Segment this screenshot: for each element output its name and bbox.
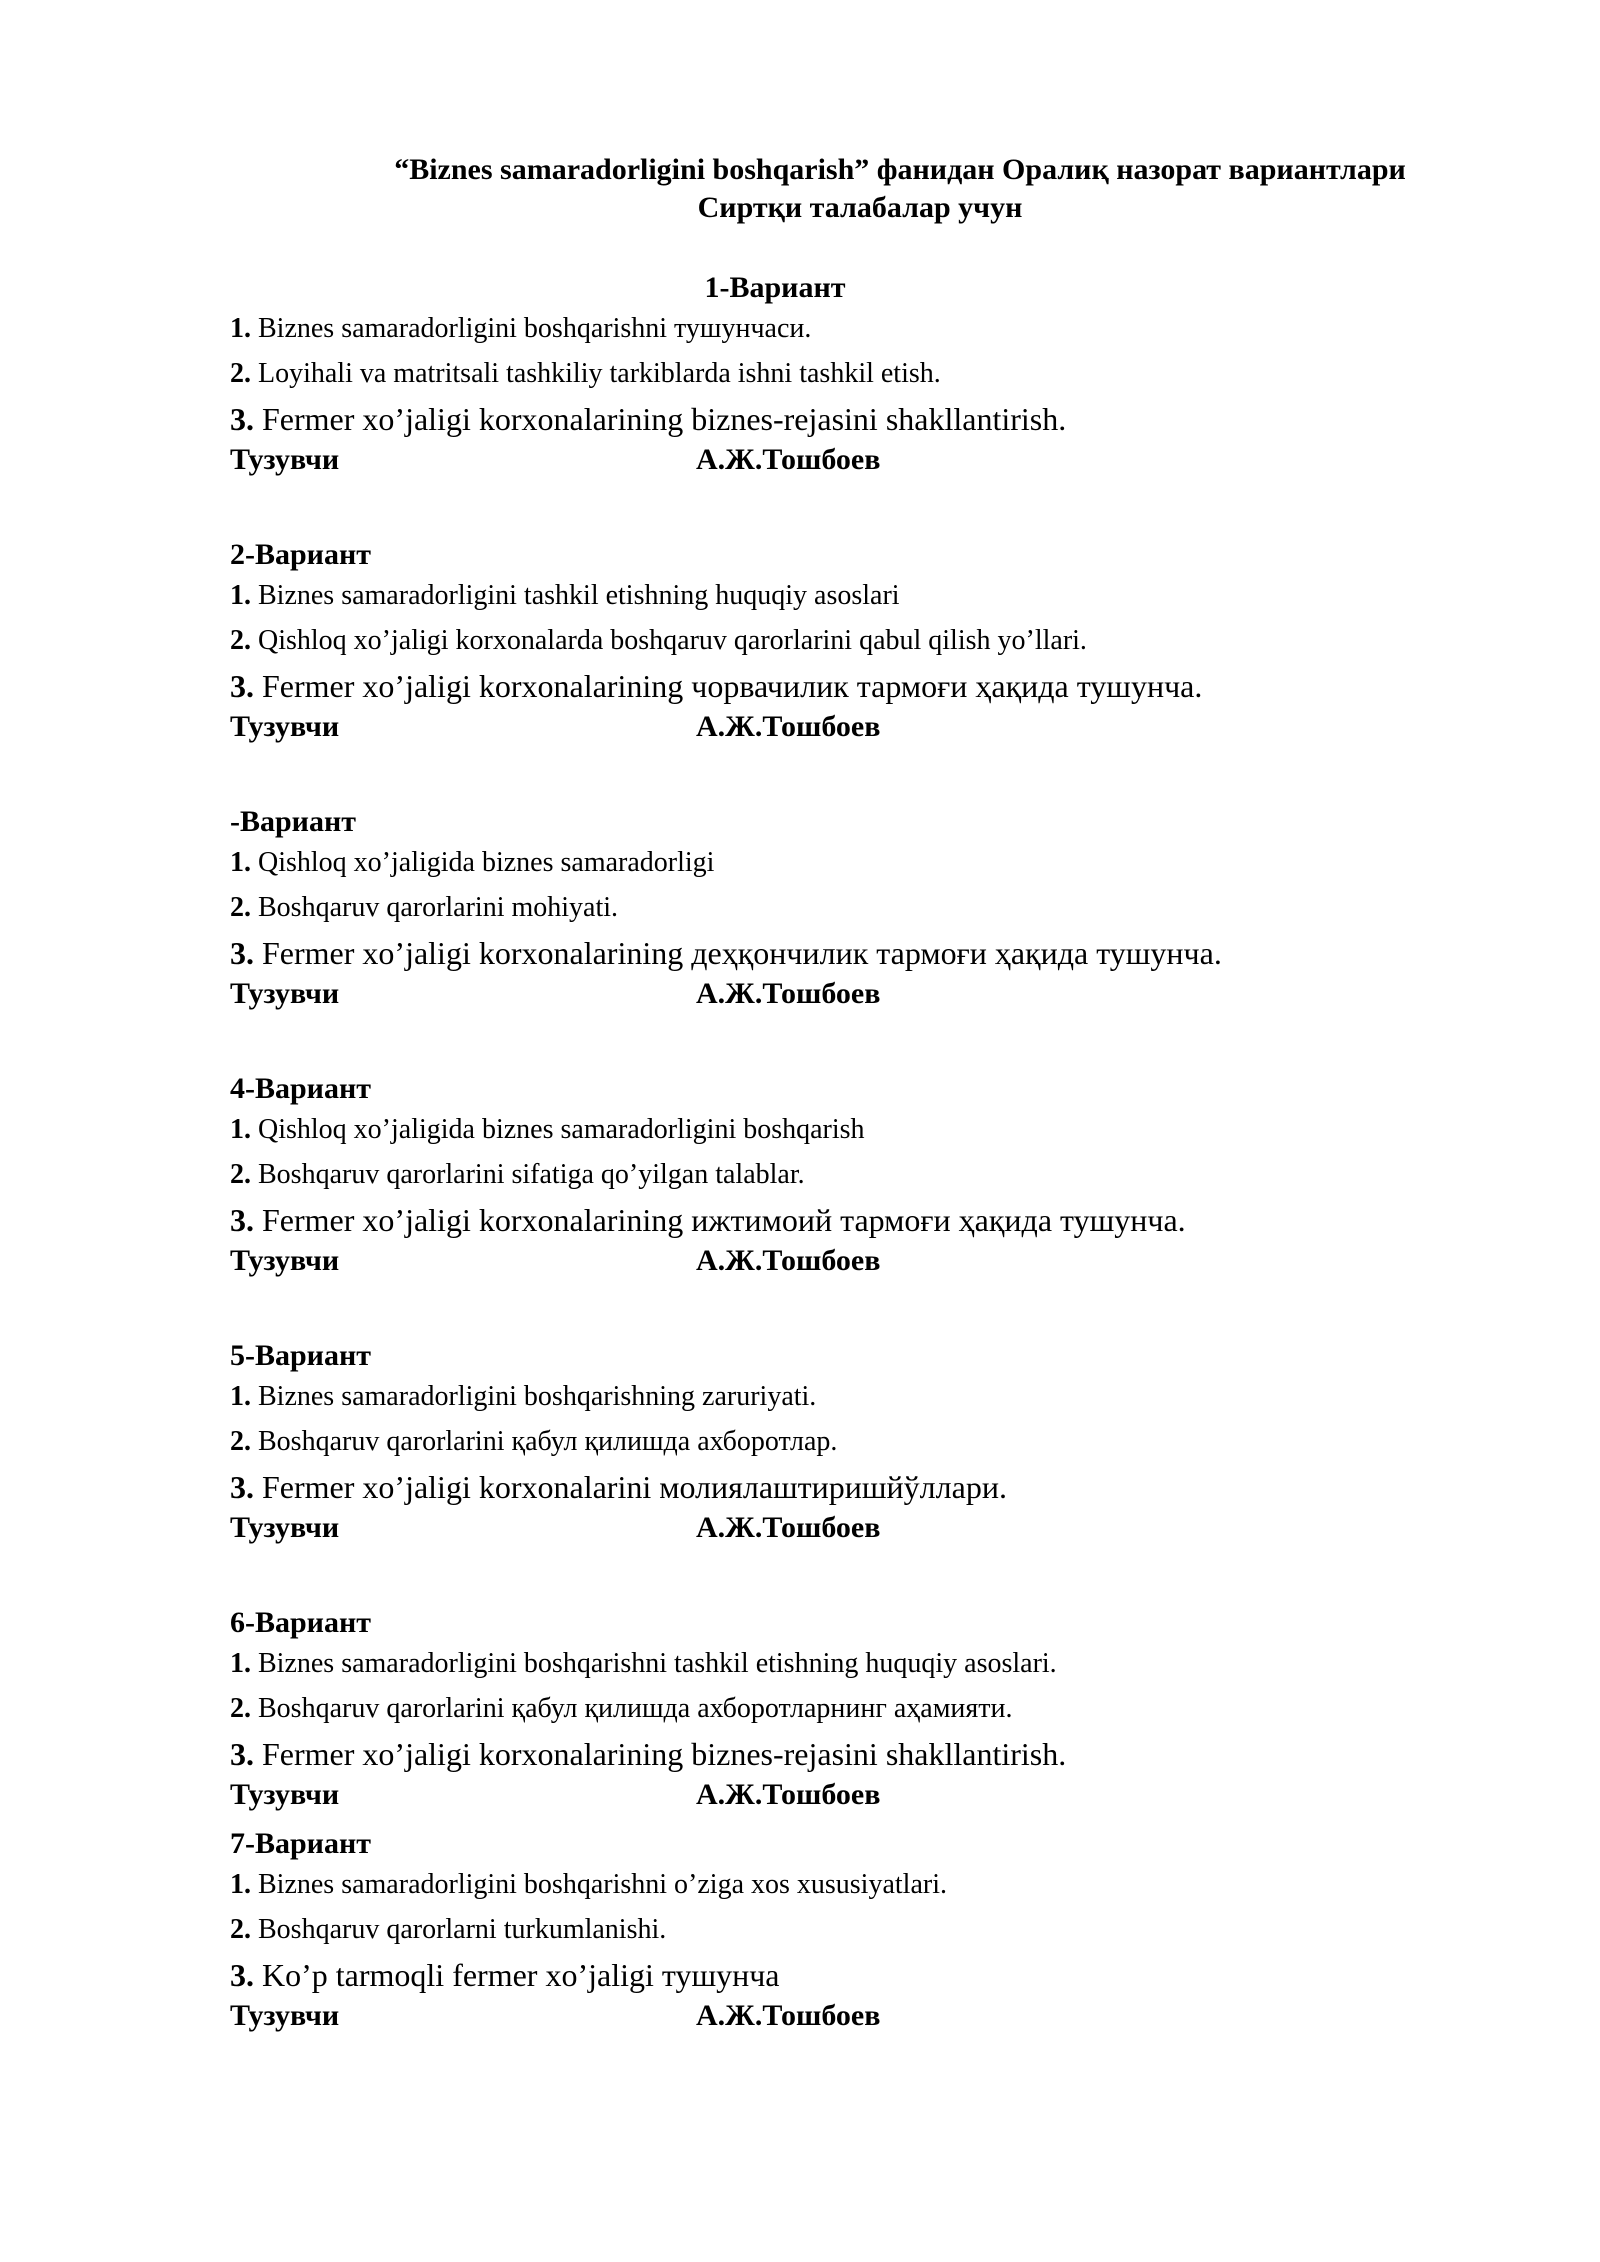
variant-5 [230,1336,1430,1548]
question-2: 2. Boshqaruv qarorlarini қабул қилишда ахборотлар. [230,1426,838,1457]
variant-2 [230,535,1430,747]
variant-title: -Вариант [230,805,356,838]
variant-1 [230,268,1430,480]
variant-4 [230,1069,1430,1281]
document-header [230,150,1490,228]
question-2: 2. Boshqaruv qarorlarini mohiyati. [230,892,619,923]
author-name: А.Ж.Тошбоев [696,1511,881,1544]
question-2: 2. Boshqaruv qarorlarini қабул қилишда ахборотларнинг аҳамияти. [230,1693,1013,1724]
author-name: А.Ж.Тошбоев [696,977,881,1010]
document-subtitle: Сиртқи талабалар учун [697,191,1023,224]
question-3: 3. Fermer xo’jaligi korxonalarini молиялаштиришйўллари. [230,1469,1007,1505]
question-1: 1. Biznes samaradorligini boshqarishni o’ziga xos xususiyatlari. [230,1869,947,1900]
question-1: 1. Qishloq xo’jaligida biznes samaradorligi [230,847,715,878]
author-line [230,1775,1430,1815]
question-2: 2. Loyihali va matritsali tashkiliy tarkiblarda ishni tashkil etish. [230,358,941,389]
author-role: Тузувчи [230,1999,340,2032]
question-1: 1. Biznes samaradorligini boshqarishni тушунчаси. [230,313,812,344]
variant-7 [230,1824,1430,2036]
author-role: Тузувчи [230,977,340,1010]
variant-title: 5-Вариант [230,1339,371,1372]
question-3: 3. Fermer xo’jaligi korxonalarining ижтимоий тармоғи ҳақида тушунча. [230,1202,1186,1238]
variant-title: 1-Вариант [704,271,846,304]
author-name: А.Ж.Тошбоев [696,443,881,476]
author-line [230,974,1430,1014]
question-3: 3. Fermer xo’jaligi korxonalarining biznes-rejasini shakllantirish. [230,401,1067,437]
author-line [230,1996,1430,2036]
author-line [230,440,1430,480]
author-name: А.Ж.Тошбоев [696,1244,881,1277]
question-3: 3. Fermer xo’jaligi korxonalarining чорвачилик тармоғи ҳақида тушунча. [230,668,1203,704]
variant-title: 6-Вариант [230,1606,371,1639]
question-3: 3. Ko’p tarmoqli fermer xo’jaligi тушунча [230,1957,780,1993]
question-1: 1. Biznes samaradorligini boshqarishning zaruriyati. [230,1381,817,1412]
variant-title: 7-Вариант [230,1827,371,1860]
variant-6 [230,1603,1430,1815]
document-title: “Biznes samaradorligini boshqarish” фанидан Оралиқ назорат вариантлари [394,153,1406,186]
author-name: А.Ж.Тошбоев [696,1999,881,2032]
variant-title: 2-Вариант [230,538,371,571]
author-role: Тузувчи [230,1778,340,1811]
question-2: 2. Boshqaruv qarorlarini sifatiga qo’yilgan talablar. [230,1159,805,1190]
variant-title: 4-Вариант [230,1072,371,1105]
author-line [230,1508,1430,1548]
question-2: 2. Qishloq xo’jaligi korxonalarda boshqaruv qarorlarini qabul qilish yo’llari. [230,625,1087,656]
question-3: 3. Fermer xo’jaligi korxonalarining деҳқончилик тармоғи ҳақида тушунча. [230,935,1222,971]
author-name: А.Ж.Тошбоев [696,710,881,743]
author-name: А.Ж.Тошбоев [696,1778,881,1811]
author-role: Тузувчи [230,443,340,476]
author-line [230,707,1430,747]
variant-3 [230,802,1430,1014]
question-1: 1. Biznes samaradorligini tashkil etishning huquqiy asoslari [230,580,900,611]
question-2: 2. Boshqaruv qarorlarni turkumlanishi. [230,1914,667,1945]
author-role: Тузувчи [230,710,340,743]
question-1: 1. Biznes samaradorligini boshqarishni tashkil etishning huquqiy asoslari. [230,1648,1057,1679]
author-line [230,1241,1430,1281]
author-role: Тузувчи [230,1511,340,1544]
question-1: 1. Qishloq xo’jaligida biznes samaradorligini boshqarish [230,1114,865,1145]
author-role: Тузувчи [230,1244,340,1277]
question-3: 3. Fermer xo’jaligi korxonalarining biznes-rejasini shakllantirish. [230,1736,1067,1772]
